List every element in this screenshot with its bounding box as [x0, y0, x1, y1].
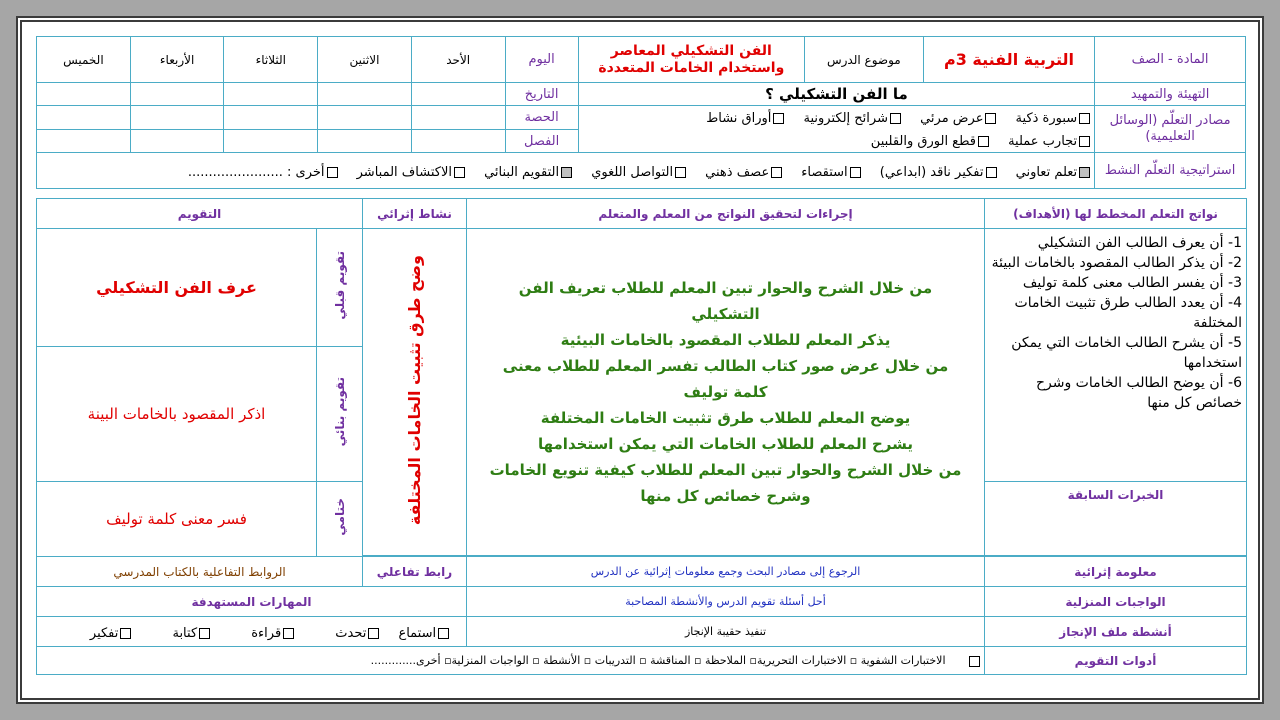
checkbox-icon[interactable] [454, 167, 465, 178]
checkbox-icon[interactable] [771, 167, 782, 178]
checkbox-icon[interactable] [368, 628, 379, 639]
day-tuesday: الثلاثاء [224, 37, 318, 83]
procedure-item: يشرح المعلم للطلاب الخامات التي يمكن استخدامها [537, 435, 914, 453]
tools-value-cell [37, 647, 985, 675]
strategy-item[interactable]: التقويم البنائي [484, 165, 572, 180]
objective-item: 4- أن يعدد الطالب طرق تثبيت الخامات المختلفة [1014, 295, 1242, 331]
checkbox-icon[interactable] [773, 113, 784, 124]
procedure-item: من خلال عرض صور كتاب الطالب تفسر المعلم للطلاب معنى كلمة توليف [502, 357, 949, 401]
objective-item: 2- أن يذكر الطالب المقصود بالخامات البيئة [991, 255, 1242, 271]
link-value: الروابط التفاعلية بالكتاب المدرسي [37, 557, 363, 587]
period-label: الحصة [505, 106, 578, 130]
skill-item[interactable]: تحدث [335, 626, 379, 641]
checkbox-icon[interactable] [850, 167, 861, 178]
eval-pre-text: عرف الفن التشكيلي [37, 229, 317, 347]
objective-item: 6- أن يوضح الطالب الخامات وشرح خصائص كل منها [1035, 375, 1242, 411]
strategy-item[interactable]: أخرى : ....................... [188, 165, 338, 180]
eval-final-label-cell [317, 482, 363, 557]
homework-label: الواجبات المنزلية [985, 587, 1247, 617]
objectives-list [985, 229, 1247, 482]
tools-value: الاختبارات الشفوية ▫ الاختبارات التحريرية▫ الملاحظة ▫ المناقشة ▫ التدريبات ▫ الأنشطة ▫ الواجبات المنزلية▫ أخرى............. [370, 654, 946, 667]
day-wednesday: الأربعاء [130, 37, 224, 83]
topic-value: الفن التشكيلي المعاصر واستخدام الخامات المتعددة [578, 37, 804, 83]
intro-value: ما الفن التشكيلي ؟ [578, 83, 1094, 106]
skills-label: المهارات المستهدفة [37, 587, 467, 617]
enrichment-label: معلومة إثرائية [985, 557, 1247, 587]
checkbox-icon[interactable] [675, 167, 686, 178]
class-label: الفصل [505, 130, 578, 153]
skill-item[interactable]: قراءة [251, 626, 294, 641]
skill-item[interactable]: كتابة [172, 626, 210, 641]
checkbox-icon[interactable] [986, 167, 997, 178]
procedure-item: يذكر المعلم للطلاب المقصود بالخامات البيئية [560, 331, 891, 349]
strategy-item[interactable]: تعلم تعاوني [1016, 165, 1091, 180]
activity-text: وضح طرق تثبيت الخامات المختلفة [405, 254, 424, 526]
procedure-item: من خلال الشرح والحوار تبين المعلم للطلاب تعريف الفن التشكيلي [518, 279, 933, 323]
lesson-header-table [36, 36, 1246, 189]
objective-item: 5- أن يشرح الطالب الخامات التي يمكن استخدامها [1011, 335, 1242, 371]
resource-item[interactable]: سبورة ذكية [1016, 108, 1091, 129]
prior-experience-header: الخبرات السابقة [985, 482, 1247, 556]
strategy-item[interactable]: عصف ذهني [705, 165, 782, 180]
day-label: اليوم [505, 37, 578, 83]
resources-list [578, 106, 1094, 153]
objective-item: 1- أن يعرف الطالب الفن التشكيلي [1037, 235, 1242, 251]
resources-label: مصادر التعلّم (الوسائل التعليمية) [1095, 106, 1246, 153]
resource-item[interactable]: أوراق نشاط [706, 108, 784, 129]
eval-mid-label-cell [317, 347, 363, 482]
procedure-item: يوضح المعلم للطلاب طرق تثبيت الخامات المختلفة [540, 409, 911, 427]
resource-item[interactable]: قطع الورق والقلبين [871, 131, 989, 152]
skill-item[interactable]: تفكير [90, 626, 131, 641]
eval-mid-text: اذكر المقصود بالخامات البينة [37, 347, 317, 482]
topic-label: موضوع الدرس [804, 37, 923, 83]
objectives-header: نواتج التعلم المخطط لها (الأهداف) [985, 199, 1247, 229]
portfolio-value: تنفيذ حقيبة الإنجاز [467, 617, 985, 647]
day-sunday: الأحد [411, 37, 505, 83]
day-thursday: الخميس [37, 37, 131, 83]
day-monday: الاثنين [318, 37, 412, 83]
resource-item[interactable]: شرائح إلكترونية [804, 108, 901, 129]
activity-cell [363, 229, 467, 556]
date-label: التاريخ [505, 83, 578, 106]
portfolio-label: أنشطة ملف الإنجاز [985, 617, 1247, 647]
resource-item[interactable]: تجارب عملية [1008, 131, 1090, 152]
procedures-list [467, 229, 985, 556]
checkbox-icon[interactable] [120, 628, 131, 639]
skill-item[interactable]: استماع [398, 626, 449, 641]
checkbox-icon[interactable] [199, 628, 210, 639]
checkbox-icon[interactable] [890, 113, 901, 124]
strategy-item[interactable]: التواصل اللغوي [591, 165, 686, 180]
checkbox-icon[interactable] [1079, 136, 1090, 147]
skills-list [37, 617, 467, 647]
eval-final-label: ختامي [332, 498, 347, 536]
evaluation-header: التقويم [37, 199, 363, 229]
homework-value: أحل أسئلة تقويم الدرس والأنشطة المصاحبة [467, 587, 985, 617]
eval-final-text: فسر معنى كلمة توليف [37, 482, 317, 557]
strategies-label: استراتيجية التعلّم النشط [1095, 153, 1246, 189]
procedure-item: من خلال الشرح والحوار تبين المعلم للطلاب كيفية تنويع الخامات وشرح خصائص كل منها [489, 461, 962, 505]
subject-value: التربية الفنية 3م [923, 37, 1094, 83]
checkbox-icon[interactable] [283, 628, 294, 639]
strategy-item[interactable]: تفكير ناقد (ابداعي) [880, 165, 997, 180]
checkbox-icon[interactable] [978, 136, 989, 147]
tools-label: أدوات التقويم [985, 647, 1247, 675]
intro-label: التهيئة والتمهيد [1095, 83, 1246, 106]
enrichment-value: الرجوع إلى مصادر البحث وجمع معلومات إثرائية عن الدرس [467, 557, 985, 587]
resource-item[interactable]: عرض مرئي [920, 108, 996, 129]
strategy-item[interactable]: الاكتشاف المباشر [357, 165, 465, 180]
eval-mid-label: تقويم بنائي [332, 377, 347, 447]
activity-header: نشاط إثرائي [363, 199, 467, 229]
eval-pre-label-cell [317, 229, 363, 347]
subject-label: المادة - الصف [1095, 37, 1246, 83]
checkbox-icon[interactable] [438, 628, 449, 639]
checkbox-checked-icon[interactable] [1079, 167, 1090, 178]
link-label: رابط تفاعلي [363, 557, 467, 587]
checkbox-icon[interactable] [327, 167, 338, 178]
procedures-header: إجراءات لتحقيق النواتج من المعلم والمتعلم [467, 199, 985, 229]
strategies-list [37, 153, 1095, 189]
checkbox-icon[interactable] [985, 113, 996, 124]
objective-item: 3- أن يفسر الطالب معنى كلمة توليف [1022, 275, 1242, 291]
strategy-item[interactable]: استقصاء [801, 165, 860, 180]
checkbox-icon[interactable] [969, 656, 980, 667]
checkbox-checked-icon[interactable] [561, 167, 572, 178]
lesson-body-table [36, 198, 1247, 675]
eval-pre-label: تقويم قبلي [332, 251, 347, 320]
checkbox-icon[interactable] [1079, 113, 1090, 124]
